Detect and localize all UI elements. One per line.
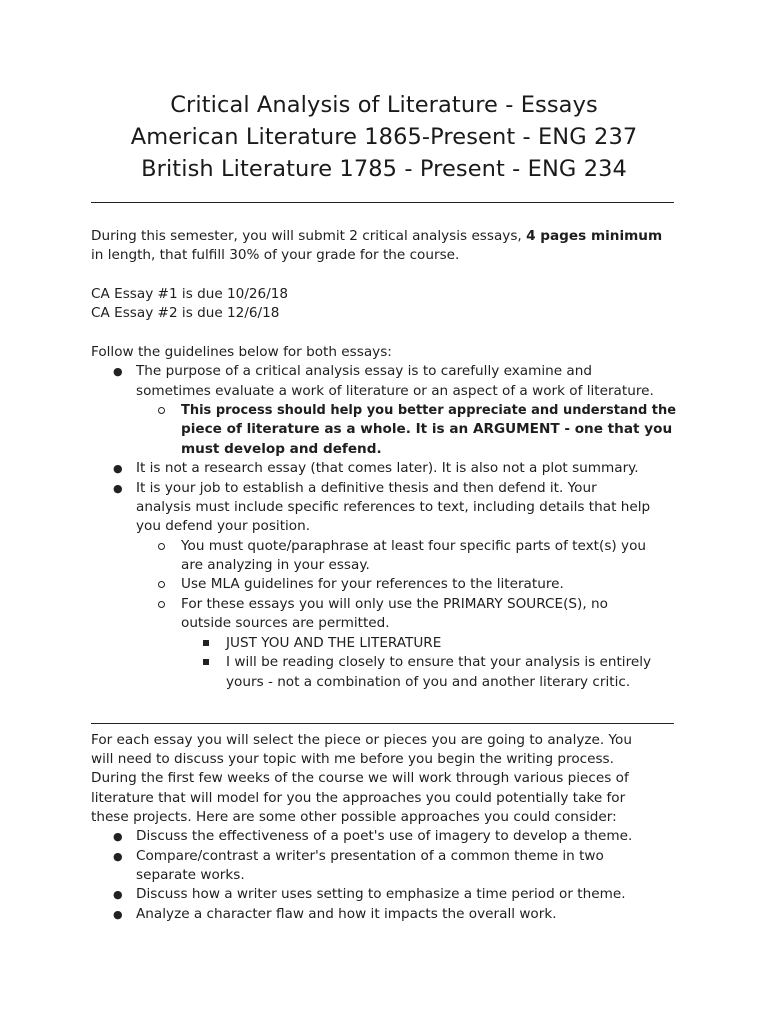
approach-3: Discuss how a writer uses setting to emphasize a time period or theme. xyxy=(136,886,626,902)
approaches-line-1: For each essay you will select the piece or pieces you are going to analyze. You xyxy=(91,732,632,748)
guideline-3-line-2: analysis must include specific references to text, including details that help xyxy=(136,499,651,515)
approaches-line-3: During the first few weeks of the course we will work through various pieces of xyxy=(91,770,629,786)
guideline-1-line-1: The purpose of a critical analysis essay is to carefully examine and xyxy=(136,363,592,379)
approaches-line-5: these projects. Here are some other possible approaches you could consider: xyxy=(91,809,617,825)
square-bullet-icon xyxy=(203,659,209,665)
guideline-3-sub-2-line-1: Use MLA guidelines for your references to the literature. xyxy=(181,576,564,592)
square-bullet-icon xyxy=(203,640,209,646)
guideline-3-subsub-1: JUST YOU AND THE LITERATURE xyxy=(226,635,442,651)
guidelines-heading: Follow the guidelines below for both essays: xyxy=(91,344,392,360)
circle-bullet-icon xyxy=(158,407,165,414)
approaches-line-2: will need to discuss your topic with me before you begin the writing process. xyxy=(91,751,614,767)
essay-2-due: CA Essay #2 is due 12/6/18 xyxy=(91,305,280,321)
approach-4: Analyze a character flaw and how it impacts the overall work. xyxy=(136,906,557,922)
bullet-icon: ● xyxy=(113,462,123,475)
approach-2-line-1: Compare/contrast a writer's presentation of a common theme in two xyxy=(136,848,604,864)
guideline-2-line-1: It is not a research essay (that comes later). It is also not a plot summary. xyxy=(136,460,639,476)
circle-bullet-icon xyxy=(158,543,165,550)
guideline-1-sub-line-3: must develop and defend. xyxy=(181,441,382,457)
guideline-3-sub-3-line-2: outside sources are permitted. xyxy=(181,615,390,631)
circle-bullet-icon xyxy=(158,581,165,588)
essay-1-due: CA Essay #1 is due 10/26/18 xyxy=(91,286,289,302)
guideline-1-line-2: sometimes evaluate a work of literature or an aspect of a work of literature. xyxy=(136,383,654,399)
guideline-3-sub-1-line-1: You must quote/paraphrase at least four specific parts of text(s) you xyxy=(181,538,647,554)
bullet-icon: ● xyxy=(113,830,123,843)
guideline-1-sub-line-2: piece of literature as a whole. It is an ARGUMENT - one that you xyxy=(181,421,673,437)
intro-line-1 xyxy=(91,227,662,247)
bullet-icon: ● xyxy=(113,850,123,863)
guideline-3-subsub-2-line-1: I will be reading closely to ensure that your analysis is entirely xyxy=(226,654,652,670)
approach-2-line-2: separate works. xyxy=(136,867,245,883)
title-line-3: British Literature 1785 - Present - ENG 234 xyxy=(141,156,627,182)
guideline-1-sub-line-1: This process should help you better appreciate and understand the xyxy=(181,402,677,418)
guideline-3-line-1: It is your job to establish a definitive thesis and then defend it. Your xyxy=(136,480,597,496)
title-line-2: American Literature 1865-Present - ENG 237 xyxy=(130,124,638,150)
circle-bullet-icon xyxy=(158,601,165,608)
approaches-line-4: literature that will model for you the approaches you could potentially take for xyxy=(91,790,626,806)
bullet-icon: ● xyxy=(113,365,123,378)
guideline-3-sub-3-line-1: For these essays you will only use the PRIMARY SOURCE(S), no xyxy=(181,596,608,612)
guideline-3-subsub-2-line-2: yours - not a combination of you and another literary critic. xyxy=(226,674,631,690)
title-line-1: Critical Analysis of Literature - Essays xyxy=(170,92,598,118)
approach-1: Discuss the effectiveness of a poet's use of imagery to develop a theme. xyxy=(136,828,633,844)
bullet-icon: ● xyxy=(113,482,123,495)
section-divider xyxy=(91,723,674,724)
intro-bold-text: 4 pages minimum xyxy=(526,228,663,244)
intro-text: During this semester, you will submit 2 critical analysis essays, xyxy=(91,228,527,244)
guideline-3-line-3: you defend your position. xyxy=(136,518,311,534)
guideline-3-sub-1-line-2: are analyzing in your essay. xyxy=(181,557,370,573)
bullet-icon: ● xyxy=(113,888,123,901)
header-divider xyxy=(91,202,674,203)
intro-line-2: in length, that fulfill 30% of your grade for the course. xyxy=(91,247,460,263)
bullet-icon: ● xyxy=(113,908,123,921)
